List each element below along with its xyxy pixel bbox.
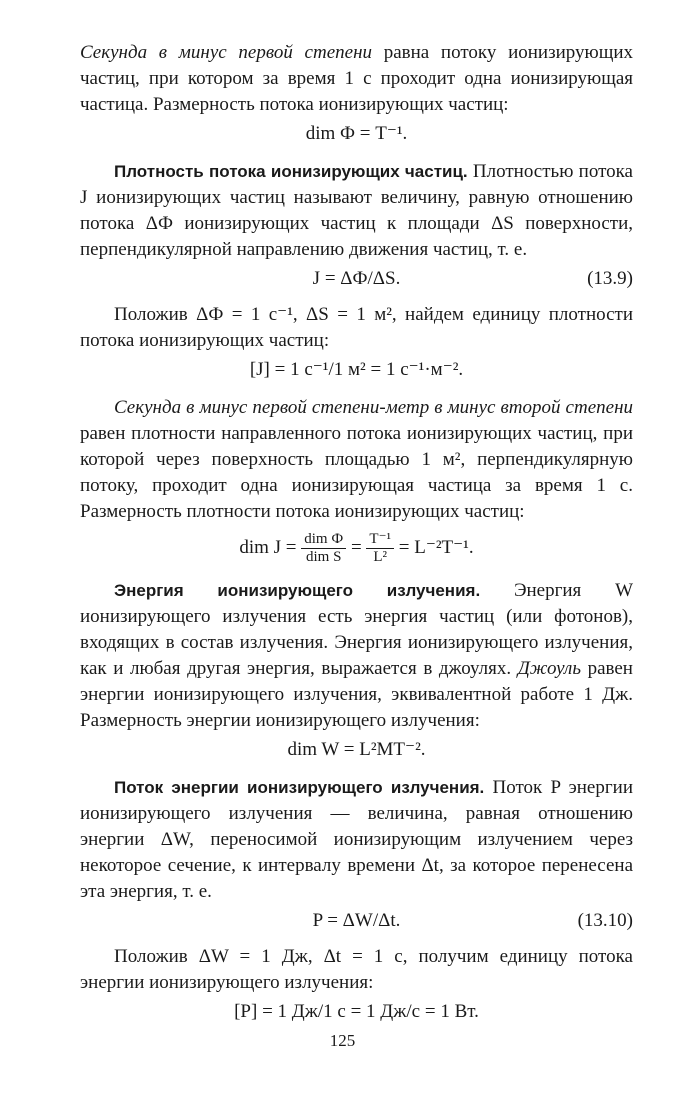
formula-equals: =: [350, 536, 362, 558]
paragraph-text: равен плотности направленного потока ионизирующих частиц, при которой через поверхность площадью 1 м², перпендикулярную потоку, проходит одна ионизирующая частица за время 1 с. Размерность плотности потока ионизирующих частиц:: [80, 423, 633, 522]
section-heading-radiation-energy: Энергия ионизирующего излучения.: [114, 581, 481, 600]
page-number: 125: [329, 1031, 356, 1050]
formula-lhs: dim J =: [239, 536, 297, 558]
paragraph-flux-density-unit: Положив ΔФ = 1 с⁻¹, ΔS = 1 м², найдем единицу плотности потока ионизирующих частиц:: [80, 304, 633, 351]
paragraph-flux-density-unit-definition: [80, 395, 633, 525]
formula-energy-flux-unit: [P] = 1 Дж/1 с = 1 Дж/с = 1 Вт.: [234, 1001, 479, 1022]
paragraph-text: Поток P энергии ионизирующего излучения — величина, равная отношению энергии ΔW, переносимой ионизирующим излучением через некоторое сечение, к интервалу времени Δt, за которое перенесена эта энергия, т. е.: [80, 777, 633, 902]
formula-rhs: = L⁻²T⁻¹.: [398, 536, 474, 558]
term-joule: Джоуль: [517, 658, 581, 679]
formula-energy-flux: [80, 908, 633, 934]
paragraph-text: равна потоку ионизирующих частиц, при котором за время 1 с проходит одна ионизирующая частица. Размерность потока ионизирующих частиц:: [80, 42, 633, 115]
formula-expression: J = ΔФ/ΔS.: [312, 268, 401, 289]
equation-number: (13.10): [577, 910, 633, 931]
equation-number: (13.9): [587, 268, 633, 289]
paragraph-flux-density: [80, 159, 633, 263]
paragraph-radiation-energy: [80, 578, 633, 734]
formula-flux-density: [80, 266, 633, 292]
fraction-dim-flux-over-dim-area: [301, 531, 346, 566]
section-heading-flux-density: Плотность потока ионизирующих частиц.: [114, 162, 468, 181]
paragraph-text: Энергия W ионизирующего излучения есть энергия частиц (или фотонов), входящих в состав излучения. Энергия ионизирующего излучения, как и любая другая энергия, выражается в джоулях.: [80, 580, 633, 679]
fraction-denominator: dim S: [306, 549, 342, 565]
fraction-numerator: T⁻¹: [366, 531, 394, 549]
fraction-numerator: dim Ф: [301, 531, 346, 549]
formula-dim-flux: dim Ф = T⁻¹.: [305, 123, 408, 144]
formula-dim-flux-density: [80, 531, 633, 566]
term-inverse-second: Секунда в минус первой степени: [80, 42, 372, 63]
paragraph-text: Плотностью потока J ионизирующих частиц называют величину, равную отношению потока ΔФ ионизирующих частиц к площади ΔS поверхности, перпендикулярной направлению движения частиц, т. е.: [80, 161, 633, 260]
formula-dim-energy: dim W = L²MT⁻².: [287, 739, 426, 760]
fraction-denominator: L²: [373, 549, 388, 565]
section-heading-energy-flux: Поток энергии ионизирующего излучения.: [114, 778, 485, 797]
paragraph-text: равен энергии ионизирующего излучения, эквивалентной работе 1 Дж. Размерность энергии ионизирующего излучения:: [80, 658, 633, 731]
paragraph-energy-flux-unit: Положив ΔW = 1 Дж, Δt = 1 с, получим единицу потока энергии ионизирующего излучения:: [80, 946, 633, 993]
paragraph-energy-flux: [80, 775, 633, 905]
formula-flux-density-unit: [J] = 1 с⁻¹/1 м² = 1 с⁻¹·м⁻².: [249, 359, 464, 380]
formula-expression: P = ΔW/Δt.: [312, 910, 401, 931]
term-inverse-second-inverse-square-metre: Секунда в минус первой степени-метр в минус второй степени: [114, 397, 633, 418]
paragraph-inverse-second-definition: [80, 40, 633, 118]
fraction-time-over-length: [366, 531, 394, 566]
